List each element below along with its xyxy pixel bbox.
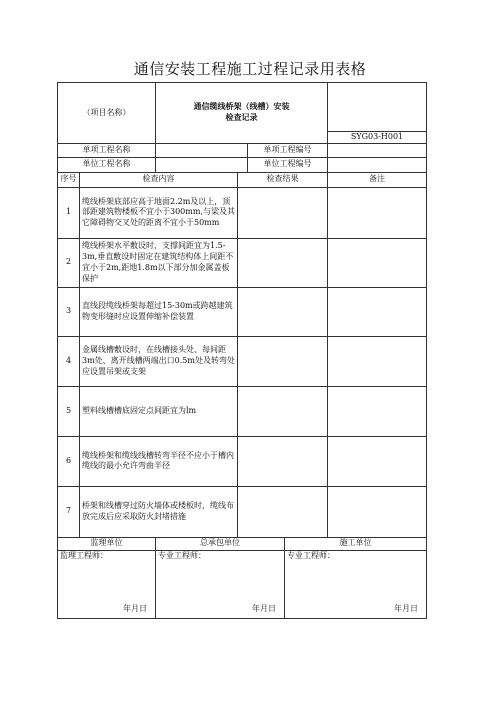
unit-project-name-value[interactable] [156, 143, 248, 157]
supervision-date: 年月日 [123, 604, 147, 613]
col-remark-header: 备注 [328, 172, 427, 187]
unit-project-code-value[interactable] [328, 143, 427, 157]
remark-cell[interactable] [328, 187, 427, 238]
signature-row [58, 550, 427, 618]
remark-cell[interactable] [328, 287, 427, 336]
remark-cell[interactable] [328, 238, 427, 287]
table-row [58, 486, 427, 537]
row-number: 5 [58, 386, 80, 436]
construction-signature[interactable] [285, 550, 427, 618]
sub-project-code-label: 单位工程编号 [248, 157, 328, 172]
record-name-line2: 检查记录 [225, 112, 258, 122]
general-contractor-signature[interactable] [156, 550, 285, 618]
form-code: SYG03-H001 [328, 132, 427, 144]
construction-engineer-label: 专业工程师： [287, 550, 335, 560]
remark-cell[interactable] [328, 336, 427, 386]
remark-cell[interactable] [328, 436, 427, 486]
row-number: 1 [58, 187, 80, 238]
construction-date: 年月日 [394, 604, 418, 613]
check-result-cell[interactable] [238, 238, 328, 287]
header-row [58, 83, 427, 132]
sub-project-name-value[interactable] [156, 157, 248, 172]
table-row [58, 287, 427, 336]
unit-project-code-label: 单项工程编号 [248, 143, 328, 157]
page-title: 通信安装工程施工过程记录用表格 [133, 60, 367, 78]
check-result-cell[interactable] [238, 436, 328, 486]
row-number: 2 [58, 238, 80, 287]
check-content: 缆线桥架水平敷设时，支撑间距宜为1.5-3m,垂直敷设时固定在建筑结构体上间距不宜小于2m,距地1.8m以下部分加金属盖板保护 [80, 238, 238, 287]
sub-project-code-value[interactable] [328, 157, 427, 172]
check-result-cell[interactable] [238, 386, 328, 436]
project-name-label: （项目名称） [58, 83, 156, 144]
check-result-cell[interactable] [238, 336, 328, 386]
check-result-cell[interactable] [238, 187, 328, 238]
supervision-engineer-label: 监理工程师： [60, 550, 108, 560]
row-number: 7 [58, 486, 80, 537]
col-no-header: 序号 [58, 172, 80, 187]
table-row [58, 336, 427, 386]
check-result-cell[interactable] [238, 287, 328, 336]
row-number: 6 [58, 436, 80, 486]
remark-cell[interactable] [328, 486, 427, 537]
info-row-1 [58, 143, 427, 157]
remark-cell[interactable] [328, 386, 427, 436]
record-name-line1: 通信缆线桥架（线槽）安装 [193, 102, 290, 112]
supervision-unit-label: 监理单位 [58, 537, 156, 550]
supervision-signature[interactable] [58, 550, 156, 618]
sub-project-name-label: 单位工程名称 [58, 157, 156, 172]
column-header-row [58, 172, 427, 187]
row-number: 4 [58, 336, 80, 386]
check-content: 直线段缆线桥架每超过15-30m或跨越建筑物变形缝时应设置伸缩补偿装置 [80, 287, 238, 336]
row-number: 3 [58, 287, 80, 336]
table-row [58, 238, 427, 287]
header-blank [328, 83, 427, 132]
check-content: 缆线桥架和缆线线槽转弯半径不应小于槽内缆线的最小允许弯曲半径 [80, 436, 238, 486]
col-content-header: 检查内容 [80, 172, 238, 187]
inspection-record-table [57, 82, 427, 619]
signature-header-row [58, 537, 427, 550]
general-contractor-engineer-label: 专业工程师： [158, 550, 206, 560]
table-row [58, 436, 427, 486]
check-content: 桥架和线槽穿过防火墙体或楼板时，缆线布放完成后应采取防火封堵措施 [80, 486, 238, 537]
construction-unit-label: 施工单位 [285, 537, 427, 550]
record-name [156, 83, 328, 144]
general-contractor-date: 年月日 [252, 604, 276, 613]
general-contractor-label: 总承包单位 [156, 537, 285, 550]
table-row [58, 386, 427, 436]
table-row [58, 187, 427, 238]
unit-project-name-label: 单项工程名称 [58, 143, 156, 157]
col-result-header: 检查结果 [238, 172, 328, 187]
info-row-2 [58, 157, 427, 172]
check-content: 金属线槽敷设时，在线槽接头处、每间距3m处、离开线槽两端出口0.5m处及转弯处应设置吊架或支架 [80, 336, 238, 386]
check-content: 缆线桥架底部应高于地面2.2m及以上，顶部距建筑物楼板不宜小于300mm,与梁及其它障碍物交叉处的距离不宜小于50mm [80, 187, 238, 238]
check-content: 塑料线槽槽底固定点间距宜为lm [80, 386, 238, 436]
check-result-cell[interactable] [238, 486, 328, 537]
